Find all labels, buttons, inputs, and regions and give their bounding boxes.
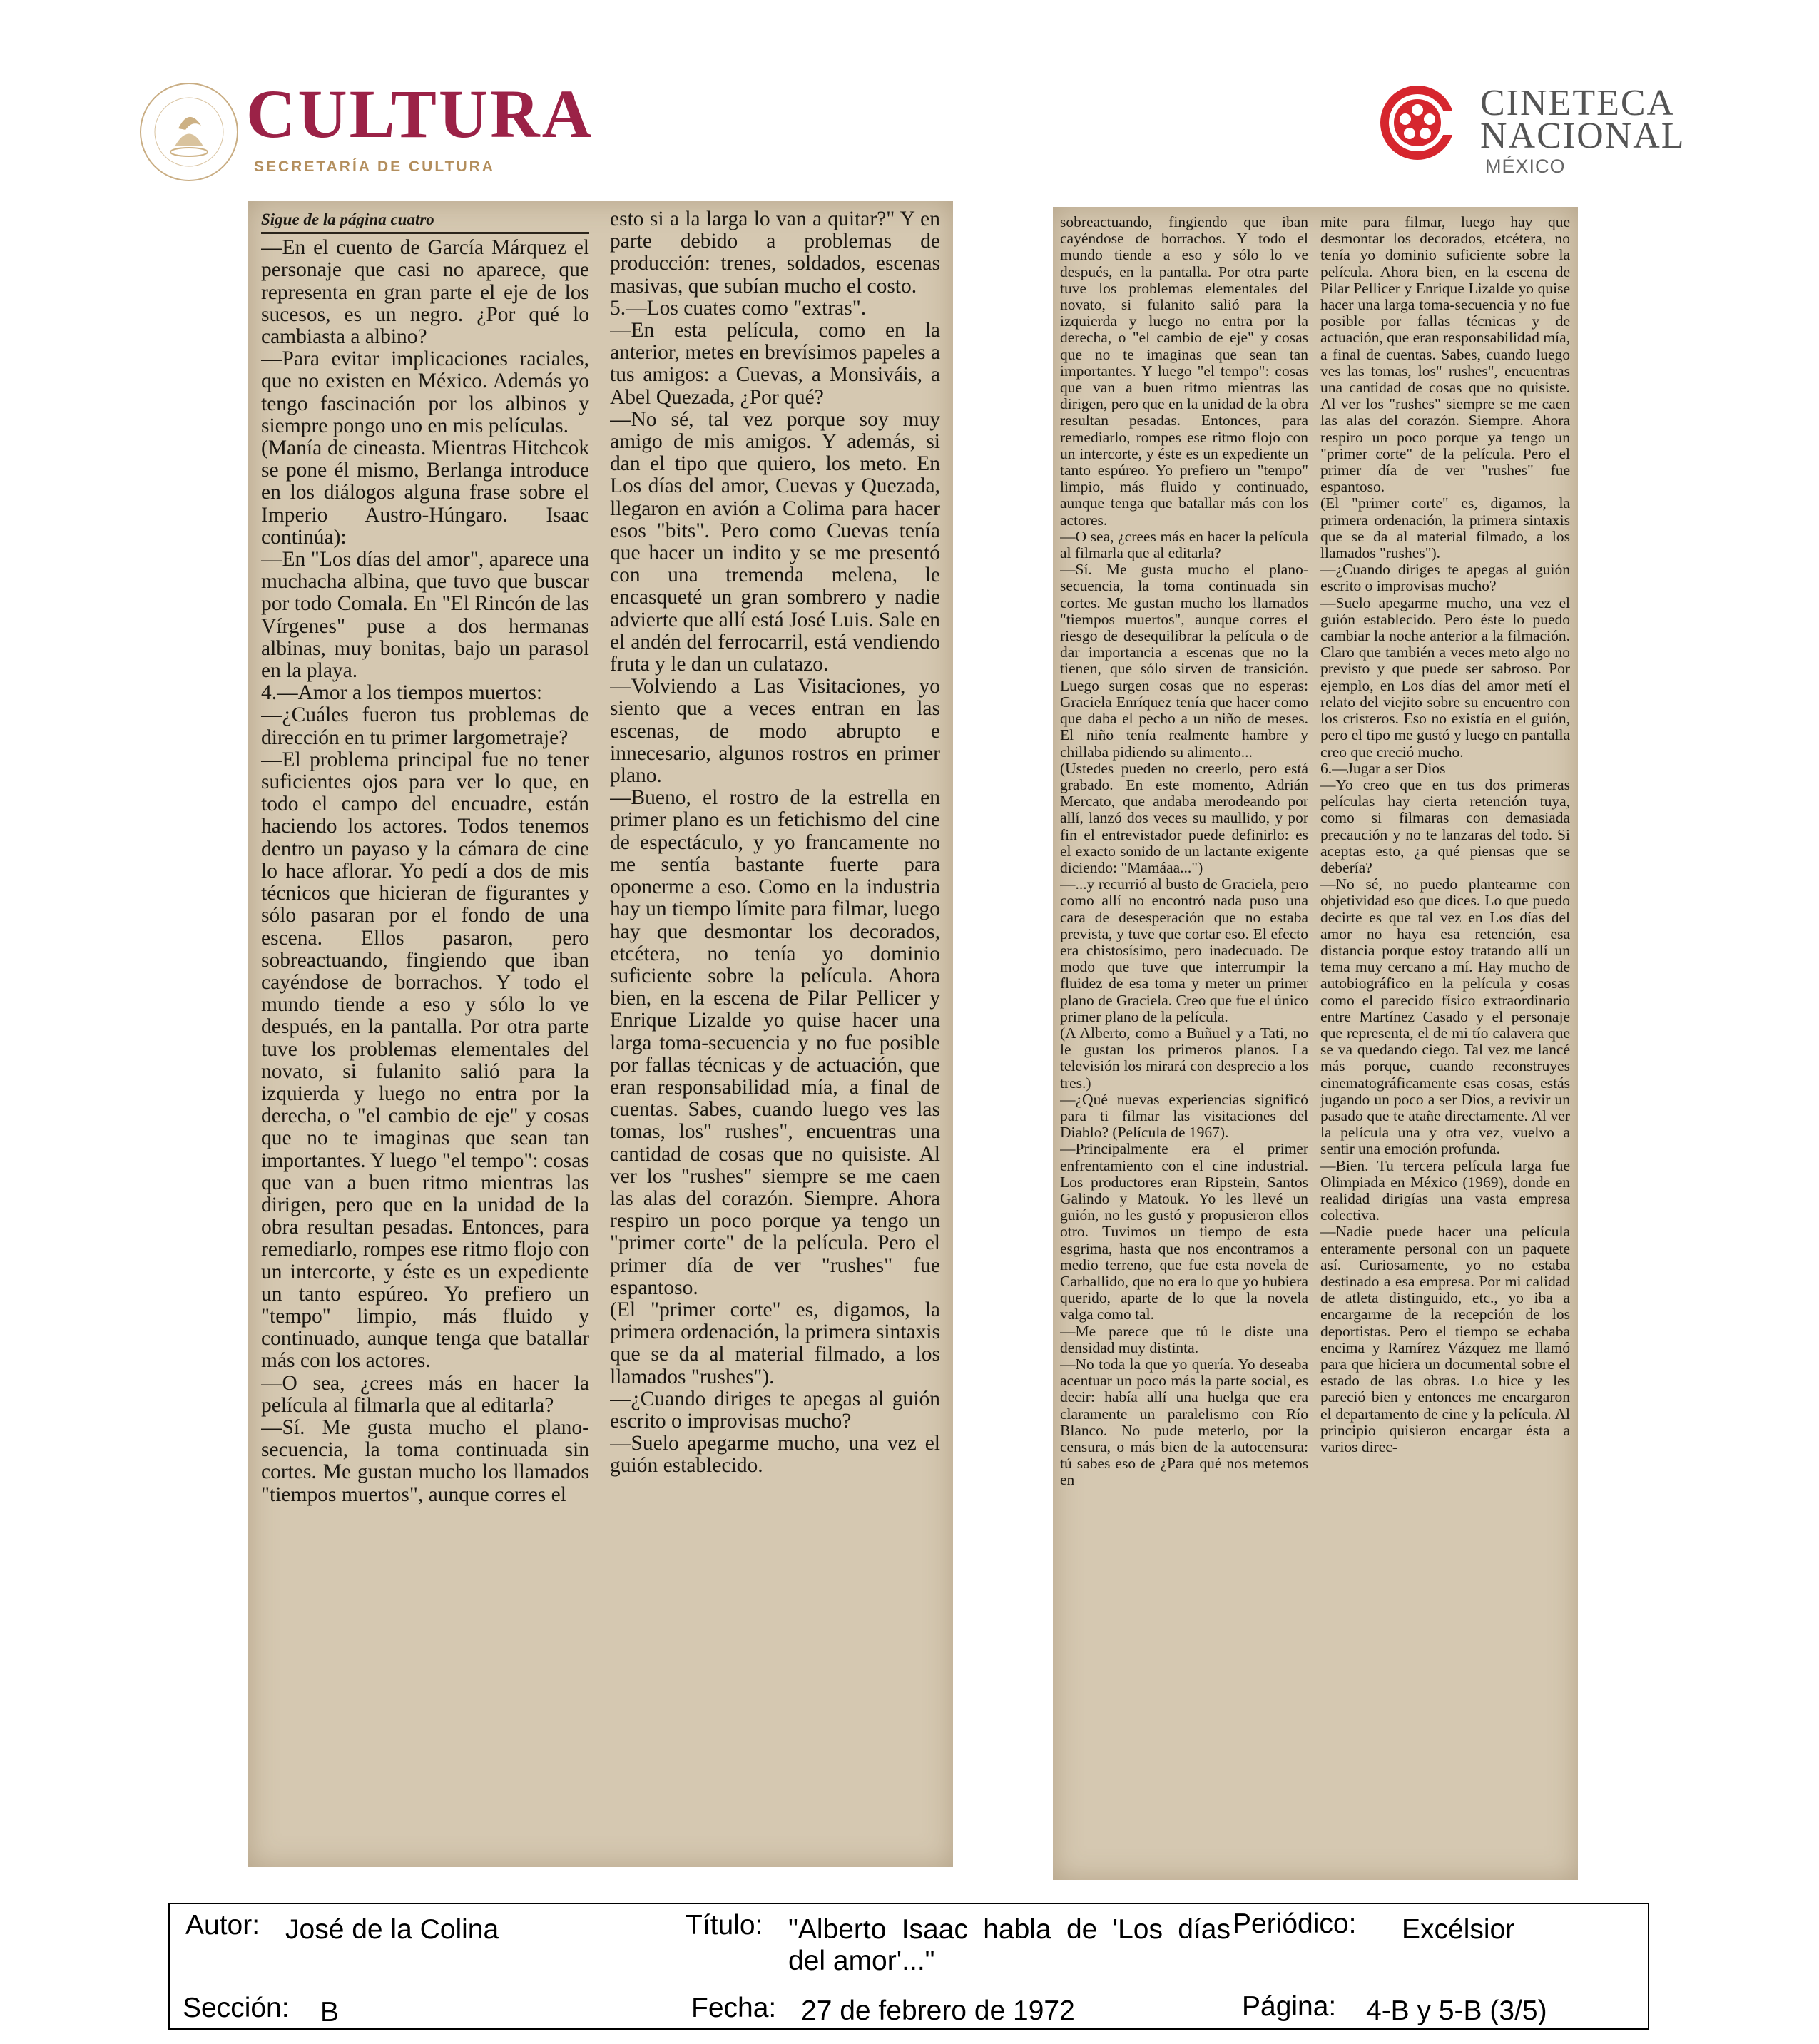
column-text: esto si a la larga lo van a quitar?" Y en parte debido a problemas de producción: trenes, soldados, escenas masivas, que subían mucho el costo. 5.—Los cuates como "extras". —En esta película, como en la anterior, metes en brevísimos papeles a tus amigos: a Cuevas, a Monsiváis, a Abel Quezada, ¿Por qué? —No sé, tal vez porque soy muy amigo de mis amigos. Y además, si dan el tipo que quiero, los meto. En Los días del amor, Cuevas y Quezada, llegaron en avión a Colima para hacer esos "bits". Pero como Cuevas tenía que hacer un indito y se me presentó con una tremenda melena, le encasqueté un gran sombrero y nadie advierte que allí está José Luis. Sale en el andén del ferrocarril, está vendiendo fruta y le dan un culatazo. —Volviendo a Las Visitaciones, yo siento que a veces entran en las escenas, de modo abrupto e innecesario, algunos rostros en primer plano. —Bueno, el rostro de la estrella en primer plano es un fetichismo del cine de espectáculo, y yo francamente no me sentía bastante fuerte para oponerme a eso. Como en la industria hay un tiempo límite para filmar, luego hay que desmontar los decorados, etcétera, no tenía yo dominio suficiente sobre la película. Ahora bien, en la escena de Pilar Pellicer y Enrique Lizalde yo quise hacer una larga toma-secuencia y no fue posible por fallas técnicas y de actuación, que eran responsabilidad mía, a final de cuentas. Sabes, cuando luego ves las tomas, los" rushes", encuentras una cantidad de cosas que no quisiste. Al ver los "rushes" siempre se me caen las alas del corazón. Siempre. Ahora respiro un poco porque ya tengo un "primer corte" de la película. Pero el primer día de ver "rushes" fue espantoso. (El "primer corte" es, digamos, la primera ordenación, la primera sintaxis que se da al material filmado, a los llamados "rushes"). —¿Cuando diriges te apegas al guión escrito o improvisas mucho? —Suelo apegarme mucho, una vez el guión establecido. xyxy=(610,208,940,1478)
newspaper-clipping-right xyxy=(1053,207,1578,1880)
column-text: —En el cuento de García Márquez el personaje que casi no aparece, que representa en gran parte el eje de los sucesos, es un negro. ¿Por qué lo cambiasta a albino? —Para evitar implicaciones raciales, que no existen en México. Además yo tengo fascinación por los albinos y siempre pongo uno en mis películas. (Manía de cineasta. Mientras Hitchcok se pone él mismo, Berlanga introduce en los diálogos alguna frase sobre el Imperio Austro-Húngaro. Isaac continúa): —En "Los días del amor", aparece una muchacha albina, que tuvo que buscar por todo Comala. En "El Rincón de las Vírgenes" puse a dos hermanas albinas, muy bonitas, bajo un parasol en la playa. 4.—Amor a los tiempos muertos: —¿Cuáles fueron tus problemas de dirección en tu primer largometraje? —El problema principal fue no tener suficientes ojos para ver lo que, en todo el campo del encuadre, están haciendo los actores. Todos tenemos dentro un payaso y la cámara de cine lo hace aflorar. Yo pedí a dos de mis técnicos que hicieran de figurantes y sólo pasaran por el fondo de una escena. Ellos pasaron, pero sobreactuando, fingiendo que iban cayéndose de borrachos. Y todo el mundo tiende a eso y sólo lo ve después, en la pantalla. Por otra parte tuve los problemas elementales del novato, si fulanito salió para la izquierda y luego no entra por la derecha, o "el cambio de eje" y cosas que no te imaginas que sean tan importantes. Y luego "el tempo": cosas que van a buen ritmo mientras las dirigen, pero que en la unidad de la obra resultan pesadas. Entonces, para remediarlo, rompes ese ritmo flojo con un intercorte, y éste es un expediente un tanto espúreo. Yo prefiero un "tempo" limpio, más fluido y continuado, aunque tenga que batallar más con los actores. —O sea, ¿crees más en hacer la película al filmarla que al editarla? —Sí. Me gusta mucho el plano-secuencia, la toma continuada sin cortes. Me gustan mucho los llamados "tiempos muertos", aunque corres el xyxy=(261,236,589,1506)
cineteca-name xyxy=(1480,83,1686,156)
pagina-value: 4-B y 5-B (3/5) xyxy=(1366,1995,1547,2026)
cultura-logo-subtitle: SECRETARÍA DE CULTURA xyxy=(254,158,495,175)
column-text: sobreactuando, fingiendo que iban cayéndose de borrachos. Y todo el mundo tiende a eso y sólo lo ve después, en la pantalla. Por otra parte tuve los problemas elementales del novato, si fulanito salió para la izquierda y luego no entra por la derecha, o "el cambio de eje" y cosas que no te imaginas que sean tan importantes. Y luego "el tempo": cosas que van a buen ritmo mientras las dirigen, pero que en la unidad de la obra resultan pesadas. Entonces, para remediarlo, rompes ese ritmo flojo con un intercorte, y éste es un expediente un tanto espúreo. Yo prefiero un "tempo" limpio, más fluido y continuado, aunque tenga que batallar más con los actores. —O sea, ¿crees más en hacer la película al filmarla que al editarla? —Sí. Me gusta mucho el plano-secuencia, la toma continuada sin cortes. Me gustan mucho los llamados "tiempos muertos", aunque corres el riesgo de desequilibrar la película o de dar importancia a escenas que no la tienen, que sólo sirven de transición. Luego surgen cosas que no esperas: Graciela Enríquez tenía que hacer como que daba el pecho a un niño de meses. El niño tenía realmente hambre y chillaba pidiendo su alimento... (Ustedes pueden no creerlo, pero está grabado. En este momento, Adrián Mercato, que andaba merodeando por allí, lanzó dos veces su maullido, y por fin el entrevistador puede definirlo: es el exacto sonido de un lactante exigente diciendo: "Mamáaa...") —...y recurrió al busto de Graciela, pero como allí no encontró nada puso una cara de desesperación que no estaba prevista, y tuve que cortar eso. El efecto era chistosísimo, pero inadecuado. De modo que tuve que interrumpir la fluidez de esa toma y meter un primer plano de Graciela. Creo que fue el único primer plano de la película. (A Alberto, como a Buñuel y a Tati, no le gustan los primeros planos. La televisión los mirará con desprecio a los tres.) —¿Qué nuevas experiencias significó para ti filmar las visitaciones del Diablo? (Película de 1967). —Principalmente era el primer enfrentamiento con el cine industrial. Los productores eran Ripstein, Santos Galindo y Matouk. Yo les llevé un guión, no les gustó y propusieron ellos otro. Tuvimos un tiempo de esta esgrima, hasta que nos encontramos a medio terreno, que fue esta novela de Carballido, que no era lo que yo hubiera querido, aparte de lo que la novela valga como tal. —Me parece que tú le diste una densidad muy distinta. —No toda la que yo quería. Yo deseaba acentuar un poco más la parte social, es decir: había allí una huelga que era claramente un paralelismo con Río Blanco. No pude meterlo, por la censura, o más bien de la autocensura: tú sabes eso de ¿Para qué nos metemos en xyxy=(1060,214,1308,1489)
fecha-label: Fecha: xyxy=(691,1993,777,2023)
autor-label: Autor: xyxy=(185,1910,260,1941)
article-column xyxy=(610,208,940,1856)
seccion-label: Sección: xyxy=(183,1993,290,2023)
titulo-value: "Alberto Isaac habla de 'Los días del amor'..." xyxy=(788,1914,1230,1976)
periodico-value: Excélsior xyxy=(1402,1914,1515,1945)
seccion-value: B xyxy=(320,1997,340,2028)
article-column xyxy=(261,208,589,1856)
cultura-logo-title: CULTURA xyxy=(246,76,593,152)
autor-value: José de la Colina xyxy=(285,1914,499,1945)
mexico-coat-of-arms-seal xyxy=(136,78,243,185)
cineteca-country: MÉXICO xyxy=(1485,156,1566,177)
periodico-label: Periódico: xyxy=(1233,1908,1357,1939)
fecha-value: 27 de febrero de 1972 xyxy=(801,1995,1075,2026)
titulo-label: Título: xyxy=(686,1910,763,1941)
cineteca-name-line1: CINETECA xyxy=(1480,83,1676,123)
article-column xyxy=(1320,214,1570,1869)
citation-box xyxy=(168,1903,1649,2030)
newspaper-clipping-left xyxy=(248,201,953,1867)
continuation-kicker: Sigue de la página cuatro xyxy=(261,208,589,234)
cineteca-name-line2: NACIONAL xyxy=(1480,116,1686,156)
article-column xyxy=(1060,214,1308,1869)
column-text: mite para filmar, luego hay que desmontar los decorados, etcétera, no tenía yo dominio suficiente sobre la película. Ahora bien, en la escena de Pilar Pellicer y Enrique Lizalde yo quise hacer una larga toma-secuencia y no fue posible por fallas técnicas y de actuación, que eran responsabilidad mía, a final de cuentas. Sabes, cuando luego ves las tomas, los" rushes", encuentras una cantidad de cosas que no quisiste. Al ver los "rushes" siempre se me caen las alas del corazón. Siempre. Ahora respiro un poco porque ya tengo un "primer corte" de la película. Pero el primer día de ver "rushes" fue espantoso. (El "primer corte" es, digamos, la primera ordenación, la primera sintaxis que se da al material filmado, a los llamados "rushes"). —¿Cuando diriges te apegas al guión escrito o improvisas mucho? —Suelo apegarme mucho, una vez el guión establecido. Pero éste lo puedo cambiar la noche anterior a la filmación. Claro que también a veces meto algo no previsto y que puede ser sabroso. Por ejemplo, en Los días del amor metí el relato del viejito sobre su encuentro con los cristeros. Eso no existía en el guión, pero el tipo me gustó y luego en pantalla creo que creció mucho. 6.—Jugar a ser Dios —Yo creo que en tus dos primeras películas hay cierta retención tuya, como si filmaras con demasiada precaución y no te lanzaras del todo. Si aceptas esto, ¿a qué piensas que se debería? —No sé, no puedo plantearme con objetividad eso que dices. Lo que puedo decirte es que tal vez en Los días del amor no haya esa retención, esa distancia porque estoy tratando allí un tema muy cercano a mí. Hay mucho de autobiográfico en la película y cosas como el parecido físico extraordinario entre Martínez Casado y el personaje que representa, el de mi tío calavera que se va quedando ciego. Tal vez me lancé más porque, cuando reconstruyes cinematográficamente esas cosas, estás jugando un poco a ser Dios, a revivir un pasado que te atañe directamente. Al ver la película una y otra vez, vuelvo a sentir una emoción profunda. —Bien. Tu tercera película larga fue Olimpiada en México (1969), donde en realidad dirigías una vasta empresa colectiva. —Nadie puede hacer una película enteramente personal con un paquete así. Curiosamente, yo no estaba destinado a esa empresa. Por mi calidad de atleta distinguido, etc., yo iba a encargarme de la recepción de los deportistas. Pero el tiempo se echaba encima y Ramírez Vázquez me llamó para que hiciera un documental sobre el estado de las obras. Lo hice y les pareció bien y entonces me encargaron el departamento de cine y la película. Al principio quisieron encargar ésta a varios direc- xyxy=(1320,214,1570,1456)
cineteca-film-reel-icon xyxy=(1377,82,1459,164)
pagina-label: Página: xyxy=(1242,1991,1337,2022)
